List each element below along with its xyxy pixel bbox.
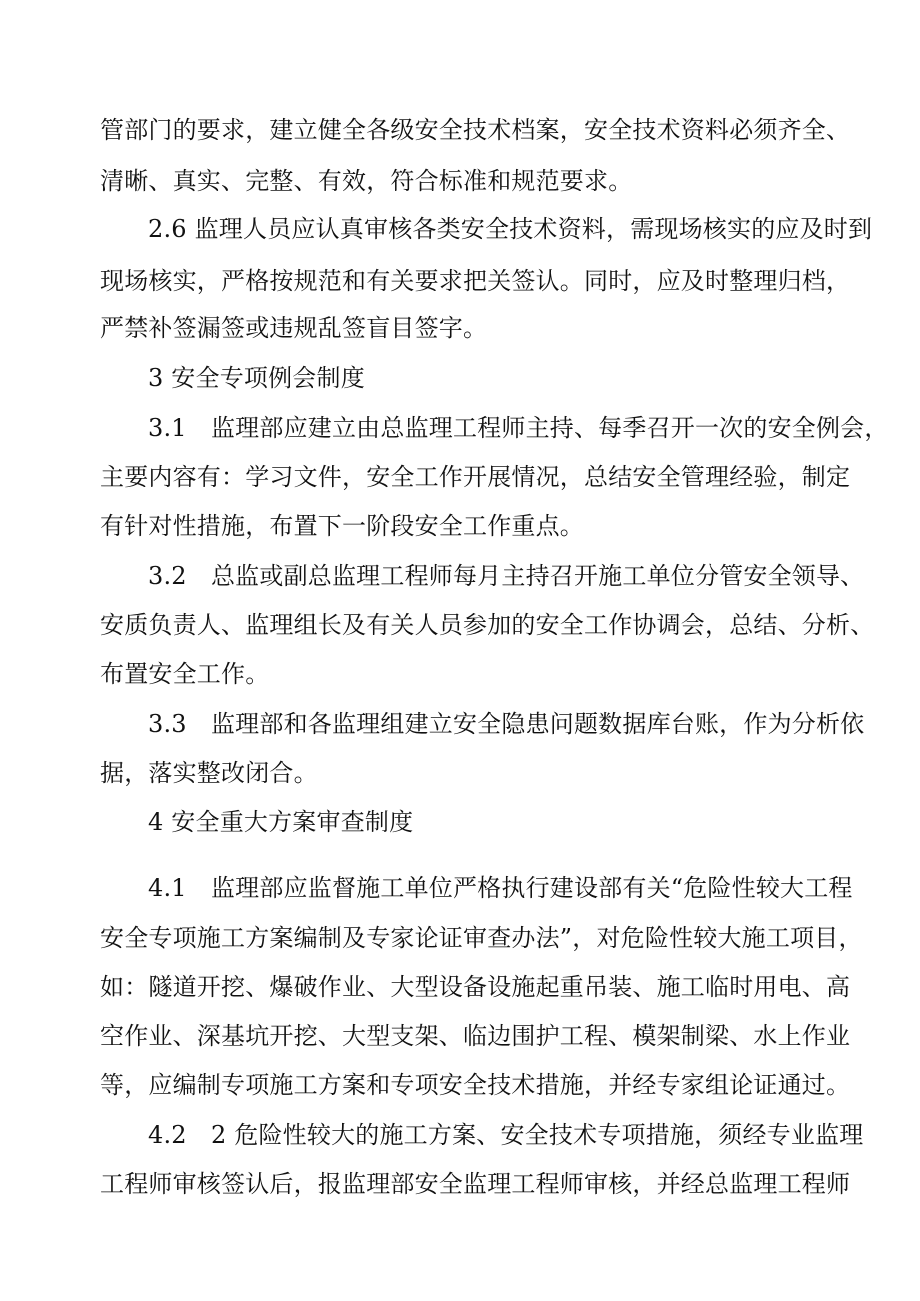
paragraph-4-2-line-1: 4.2 2 危险性较大的施工方案、安全技术专项措施，须经专业监理 [148,1121,864,1149]
paragraph-4-1-line-3: 如：隧道开挖、爆破作业、大型设备设施起重吊装、施工临时用电、高 [100,973,851,1001]
paragraph-2-6-line-3: 严禁补签漏签或违规乱签盲目签字。 [100,314,488,342]
body-line-1: 管部门的要求，建立健全各级安全技术档案，安全技术资料必须齐全、 [100,116,851,144]
paragraph-3-1-line-3: 有针对性措施，布置下一阶段安全工作重点。 [100,512,584,540]
paragraph-3-3-line-1: 3.3 监理部和各监理组建立安全隐患问题数据库台账，作为分析依 [148,710,865,738]
paragraph-4-1-line-2: 安全专项施工方案编制及专家论证审查办法”，对危险性较大施工项目， [100,924,863,952]
paragraph-3-1-line-2: 主要内容有：学习文件，安全工作开展情况，总结安全管理经验，制定 [100,463,851,491]
paragraph-4-1-line-5: 等，应编制专项施工方案和专项安全技术措施，并经专家组论证通过。 [100,1071,851,1099]
paragraph-3-3-line-2: 据，落实整改闭合。 [100,759,318,787]
paragraph-3-2-line-1: 3.2 总监或副总监理工程师每月主持召开施工单位分管安全领导、 [148,562,865,590]
paragraph-3-2-line-2: 安质负责人、监理组长及有关人员参加的安全工作协调会，总结、分析、 [100,611,875,639]
section-heading-3: 3 安全专项例会制度 [148,364,365,392]
paragraph-3-2-line-3: 布置安全工作。 [100,660,270,688]
paragraph-4-1-line-1: 4.1 监理部应监督施工单位严格执行建设部有关“危险性较大工程 [148,874,853,902]
paragraph-2-6-line-1: 2.6 监理人员应认真审核各类安全技术资料，需现场核实的应及时到 [148,215,873,243]
paragraph-4-1-line-4: 空作业、深基坑开挖、大型支架、临边围护工程、模架制梁、水上作业 [100,1022,851,1050]
section-heading-4: 4 安全重大方案审查制度 [148,808,414,836]
body-line-2: 清晰、真实、完整、有效，符合标准和规范要求。 [100,167,633,195]
paragraph-3-1-line-1: 3.1 监理部应建立由总监理工程师主持、每季召开一次的安全例会， [148,414,889,442]
paragraph-2-6-line-2: 现场核实，严格按规范和有关要求把关签认。同时，应及时整理归档， [100,267,851,295]
paragraph-4-2-line-2: 工程师审核签认后，报监理部安全监理工程师审核，并经总监理工程师 [100,1170,851,1198]
